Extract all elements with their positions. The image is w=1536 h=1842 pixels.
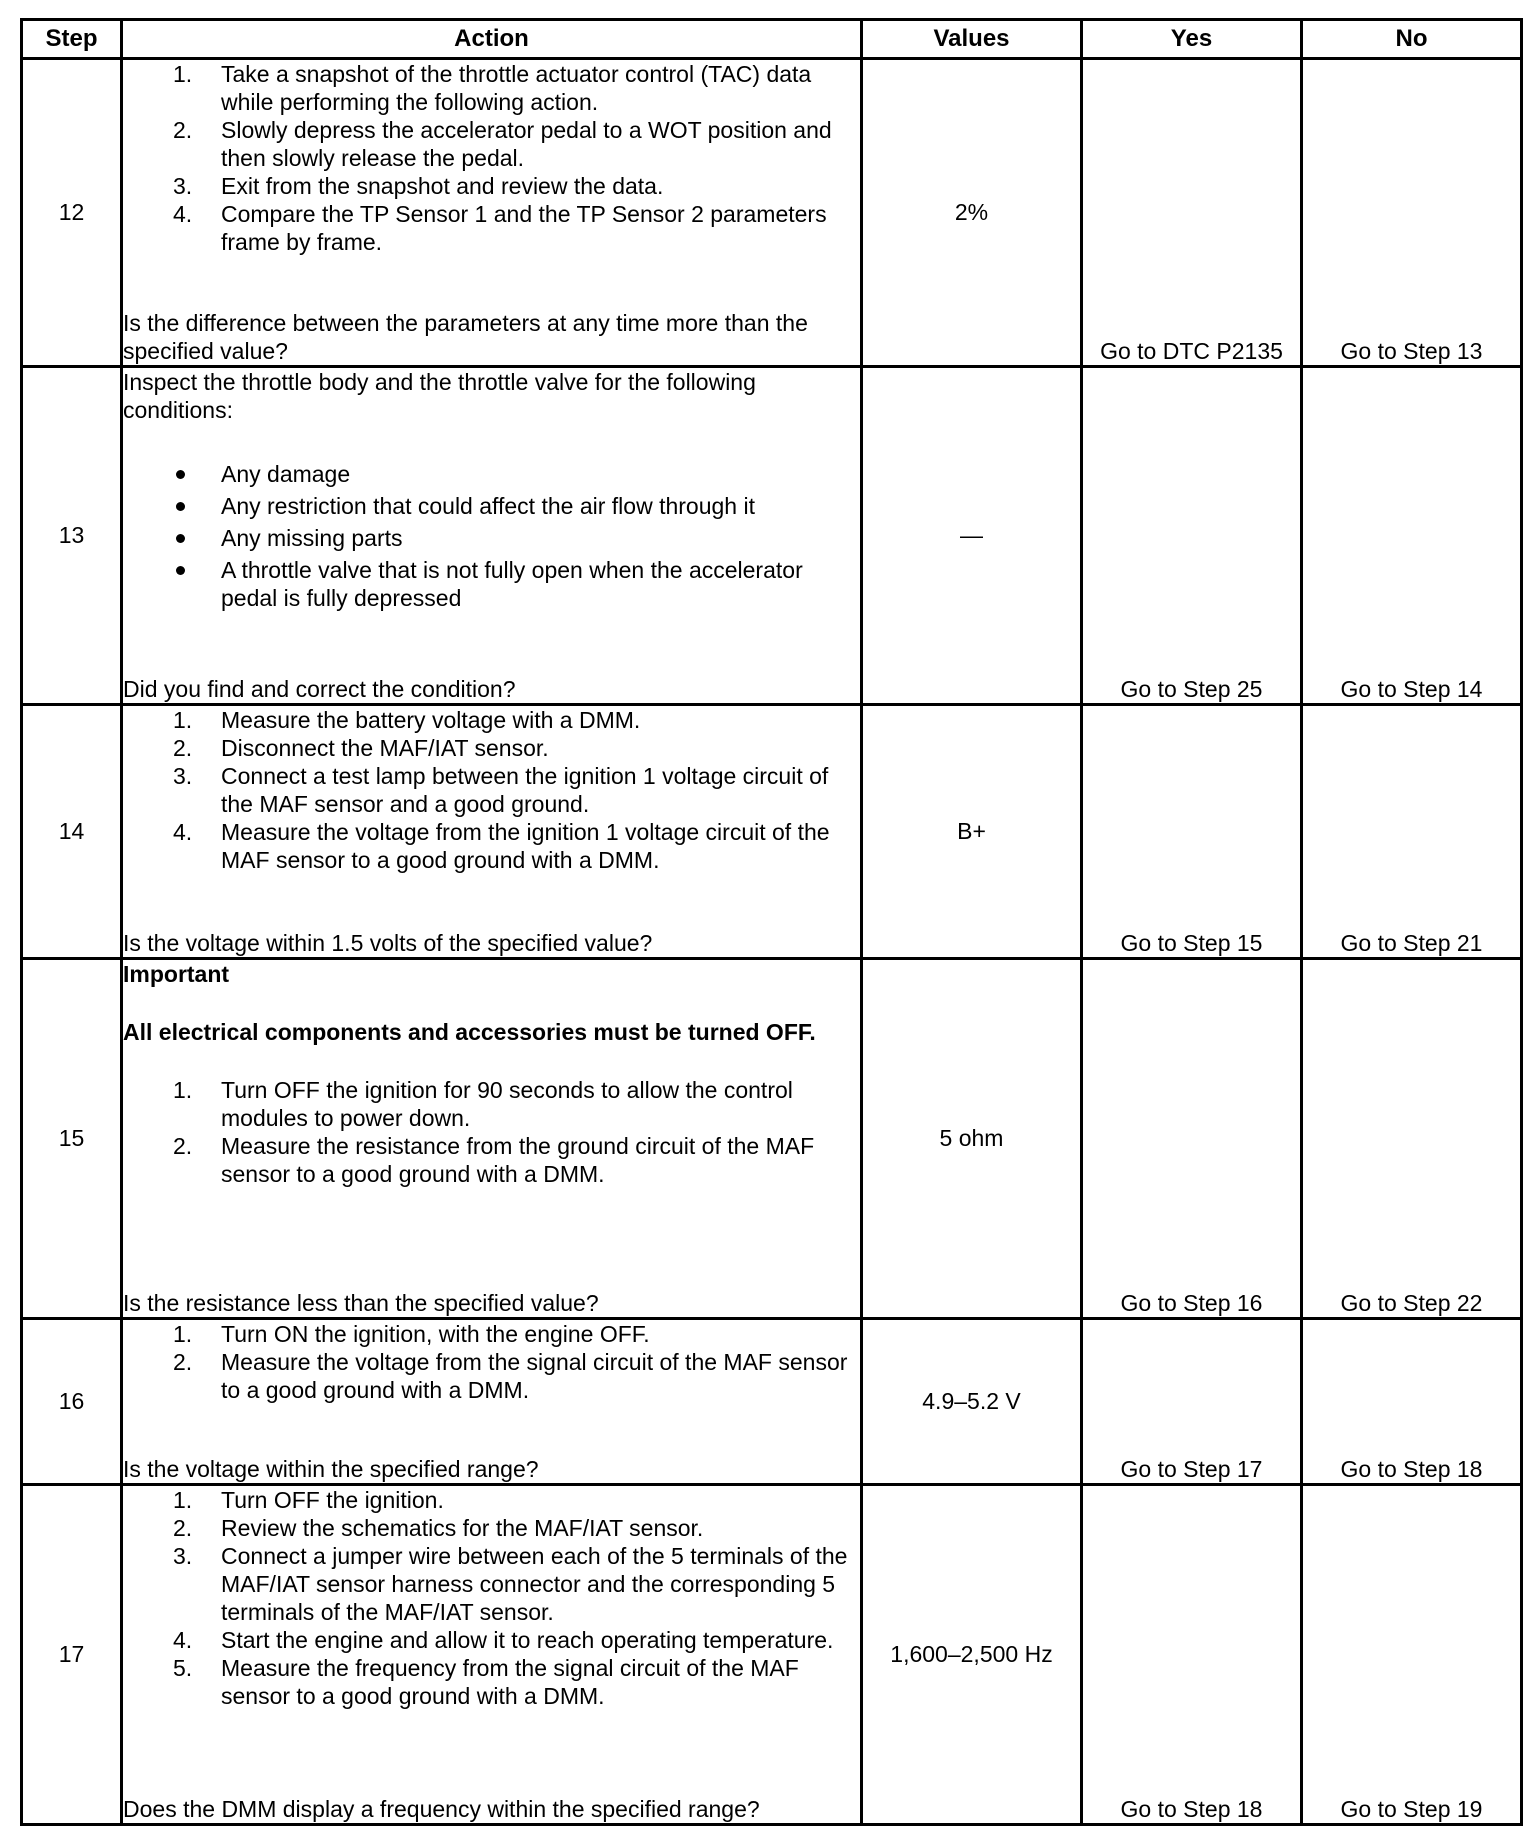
table-row-step-15 <box>22 959 1522 1319</box>
action-cell <box>122 1319 862 1485</box>
no-link[interactable]: Go to Step 19 <box>1302 1485 1522 1825</box>
list-item: 2. Measure the resistance from the ground circuit of the MAF sensor to a good ground with a DMM. <box>173 1133 815 1187</box>
header-yes: Yes <box>1082 20 1302 59</box>
no-link[interactable]: Go to Step 21 <box>1302 705 1522 959</box>
yes-link[interactable]: Go to Step 16 <box>1082 959 1302 1319</box>
value-cell: 1,600–2,500 Hz <box>862 1485 1082 1825</box>
table-row-step-14 <box>22 705 1522 959</box>
value-cell: 4.9–5.2 V <box>862 1319 1082 1485</box>
list-item: Any damage <box>123 460 860 488</box>
no-link[interactable]: Go to Step 22 <box>1302 959 1522 1319</box>
list-item: 1. Take a snapshot of the throttle actuator control (TAC) data while performing the following action. <box>173 61 812 115</box>
action-question: Is the resistance less than the specified value? <box>123 1290 599 1316</box>
action-steps <box>123 1320 860 1404</box>
list-item: 2. Review the schematics for the MAF/IAT sensor. <box>173 1515 704 1541</box>
header-step: Step <box>22 20 122 59</box>
list-item: 3. Connect a test lamp between the ignition 1 voltage circuit of the MAF sensor and a good ground. <box>173 763 829 817</box>
no-link[interactable]: Go to Step 18 <box>1302 1319 1522 1485</box>
list-item: 3. Exit from the snapshot and review the data. <box>173 173 664 199</box>
list-item: 2. Measure the voltage from the signal circuit of the MAF sensor to a good ground with a DMM. <box>173 1349 848 1403</box>
action-steps <box>123 60 860 256</box>
table-row-step-12 <box>22 59 1522 367</box>
header-row <box>22 20 1522 59</box>
step-number: 13 <box>22 367 122 705</box>
table-row-step-17 <box>22 1485 1522 1825</box>
table-row-step-16 <box>22 1319 1522 1485</box>
value-cell: 2% <box>862 59 1082 367</box>
value-cell: B+ <box>862 705 1082 959</box>
action-cell <box>122 705 862 959</box>
header-values: Values <box>862 20 1082 59</box>
bullet-icon <box>176 534 185 543</box>
step-number: 15 <box>22 959 122 1319</box>
list-item: 2. Slowly depress the accelerator pedal to a WOT position and then slowly release the pedal. <box>173 117 832 171</box>
bullet-icon <box>176 502 185 511</box>
diagnostic-table-sheet <box>20 18 1520 1820</box>
header-no: No <box>1302 20 1522 59</box>
list-item: Any missing parts <box>123 524 860 552</box>
list-item: 1. Turn ON the ignition, with the engine OFF. <box>173 1321 650 1347</box>
bullet-icon <box>176 566 185 575</box>
list-item: 1. Turn OFF the ignition. <box>173 1487 444 1513</box>
value-cell: 5 ohm <box>862 959 1082 1319</box>
action-question: Is the difference between the parameters at any time more than the specified value? <box>123 310 808 364</box>
value-cell: — <box>862 367 1082 705</box>
step-number: 17 <box>22 1485 122 1825</box>
action-steps <box>123 1076 860 1188</box>
condition-bullets <box>123 460 860 616</box>
yes-link[interactable]: Go to Step 18 <box>1082 1485 1302 1825</box>
step-number: 16 <box>22 1319 122 1485</box>
yes-link[interactable]: Go to Step 15 <box>1082 705 1302 959</box>
step-number: 14 <box>22 705 122 959</box>
diagnostic-table <box>20 18 1523 1826</box>
yes-link[interactable]: Go to Step 25 <box>1082 367 1302 705</box>
action-cell <box>122 59 862 367</box>
list-item: 4. Compare the TP Sensor 1 and the TP Sensor 2 parameters frame by frame. <box>173 201 827 255</box>
list-item: 2. Disconnect the MAF/IAT sensor. <box>173 735 549 761</box>
header-action: Action <box>122 20 862 59</box>
action-steps <box>123 706 860 874</box>
action-question: Is the voltage within the specified range? <box>123 1456 539 1482</box>
list-item: A throttle valve that is not fully open when the accelerator pedal is fully depressed <box>123 556 860 612</box>
list-item: 4. Measure the voltage from the ignition 1 voltage circuit of the MAF sensor to a good ground with a DMM. <box>173 819 830 873</box>
action-cell <box>122 959 862 1319</box>
list-item: Any restriction that could affect the air flow through it <box>123 492 860 520</box>
list-item: 4. Start the engine and allow it to reach operating temperature. <box>173 1627 834 1653</box>
list-item: 3. Connect a jumper wire between each of the 5 terminals of the MAF/IAT sensor harness connector and the corresponding 5 terminals of the MAF/IAT sensor. <box>173 1543 848 1625</box>
list-item: 5. Measure the frequency from the signal circuit of the MAF sensor to a good ground with a DMM. <box>173 1655 799 1709</box>
yes-link[interactable]: Go to DTC P2135 <box>1082 59 1302 367</box>
action-question: Is the voltage within 1.5 volts of the specified value? <box>123 930 653 956</box>
action-cell <box>122 367 862 705</box>
action-question: Does the DMM display a frequency within the specified range? <box>123 1796 760 1822</box>
important-label: Important <box>123 961 230 987</box>
action-steps <box>123 1486 860 1710</box>
bullet-icon <box>176 470 185 479</box>
list-item: 1. Measure the battery voltage with a DMM. <box>173 707 641 733</box>
important-note: All electrical components and accessories must be turned OFF. <box>123 1019 816 1045</box>
no-link[interactable]: Go to Step 14 <box>1302 367 1522 705</box>
no-link[interactable]: Go to Step 13 <box>1302 59 1522 367</box>
action-cell <box>122 1485 862 1825</box>
action-intro: Inspect the throttle body and the throttle valve for the following conditions: <box>123 369 756 423</box>
list-item: 1. Turn OFF the ignition for 90 seconds to allow the control modules to power down. <box>173 1077 793 1131</box>
step-number: 12 <box>22 59 122 367</box>
table-row-step-13 <box>22 367 1522 705</box>
action-question: Did you find and correct the condition? <box>123 676 516 702</box>
yes-link[interactable]: Go to Step 17 <box>1082 1319 1302 1485</box>
